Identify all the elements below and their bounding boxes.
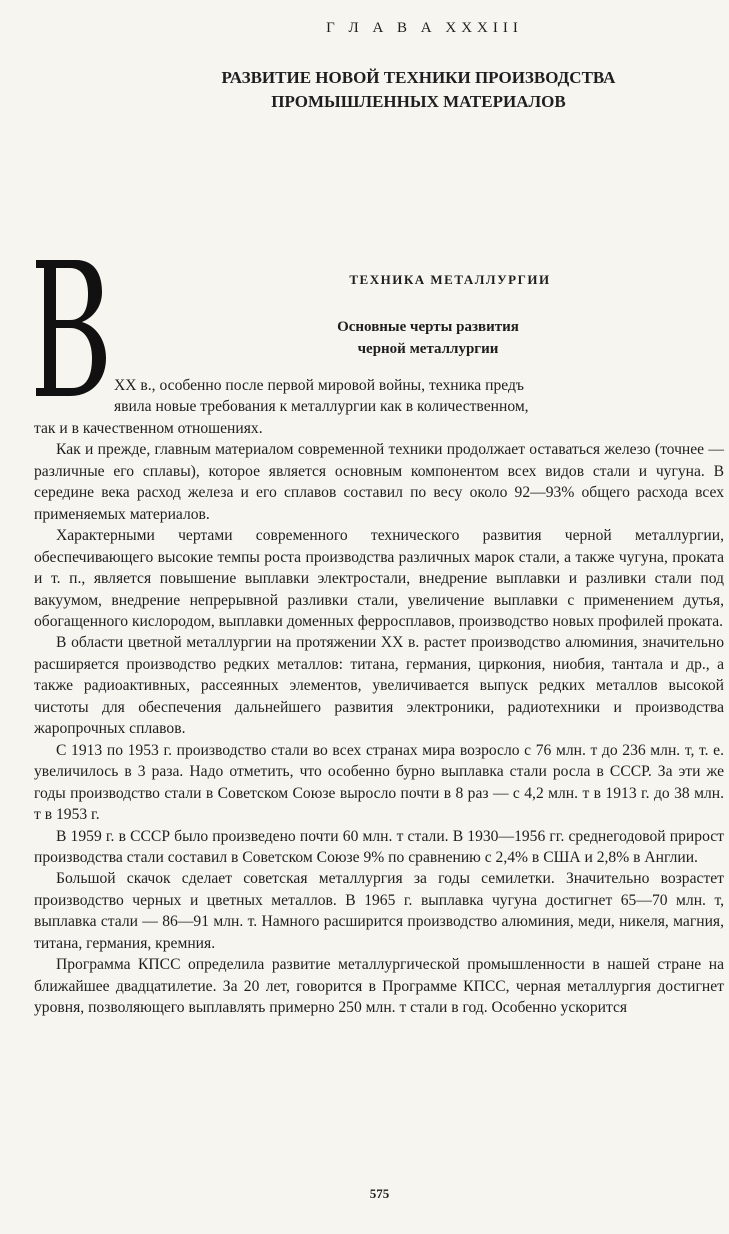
paragraph-8: Программа КПСС определила развитие металлургической промышленности в нашей стране на ближайшее двадцатилетие. За 20 лет, говорится в Программе КПСС, черная металлургия достигнет уровня, позволяющего выплавлять примерно 250 млн. т стали в год. Особенно ускорится (34, 956, 724, 1017)
paragraph-1-line-1: XX в., особенно после первой мировой войны, техника предъ (114, 377, 524, 394)
paragraph-1 (34, 375, 724, 439)
paragraph-2: Как и прежде, главным материалом современной техники продолжает оставаться железо (точнее — различные его сплавы), которое является основным компонентом всех видов стали и чугуна. В середине века расход железа и его сплавов составил по весу около 92—93% общего расхода всех применяемых материалов. (34, 441, 724, 523)
paragraph-7: Большой скачок сделает советская металлургия за годы семилетки. Значительно возрастет производство черных и цветных металлов. В 1965 г. выплавка чугуна достигнет 65—70 млн. т, выплавка стали — 86—91 млн. т. Намного расширится производство алюминия, меди, никеля, магния, титана, германия, кремния. (34, 870, 724, 952)
chapter-title-line-1: РАЗВИТИЕ НОВОЙ ТЕХНИКИ ПРОИЗВОДСТВА (221, 68, 616, 87)
subsection-heading (248, 316, 608, 360)
paragraph-6: В 1959 г. в СССР было произведено почти 60 млн. т стали. В 1930—1956 гг. среднегодовой прирост производства стали составил в Советском Союзе 9% по сравнению с 2,4% в США и 2,8% в Англии. (34, 827, 724, 866)
paragraph-3: Характерными чертами современного технического развития черной металлургии, обеспечивающего высокие темпы роста производства различных марок стали, а также чугуна, проката и т. п., является повышение выплавки электростали, внедрение выплавки и разливки стали под вакуумом, внедрение непрерывной разливки стали, увеличение выплавки с применением дутья, обогащенного кислородом, выплавки доменных ферросплавов, производство новых профилей проката. (34, 527, 724, 630)
chapter-title (0, 66, 729, 114)
subsection-heading-line-2: черной металлургии (357, 341, 499, 357)
paragraph-1-rest: так и в качественном отношениях. (34, 419, 263, 437)
subsection-heading-line-1: Основные черты развития (337, 319, 519, 335)
page-number: 575 (369, 1186, 390, 1201)
paragraph-5: С 1913 по 1953 г. производство стали во всех странах мира возросло с 76 млн. т до 236 млн. т, т. е. увеличилось в 3 раза. Надо отметить, что особенно бурно выплавка стали росла в СССР. За эти же годы производство стали в Советском Союзе выросло почти в 8 раз — с 4,2 млн. т в 1913 г. до 38 млн. т в 1953 г. (34, 741, 724, 824)
chapter-title-line-2: ПРОМЫШЛЕННЫХ МАТЕРИАЛОВ (271, 92, 566, 111)
paragraph-4: В области цветной металлургии на протяжении XX в. растет производство алюминия, значительно расширяется производство редких металлов: титана, германия, циркония, ниобия, тантала и др., а также радиоактивных, рассеянных элементов, увеличивается выпуск редких металлов высокой чистоты для обеспечения дальнейшего развития электроники, радиотехники и производства жаропрочных сплавов. (34, 634, 724, 738)
article-body (34, 375, 724, 1019)
section-heading: ТЕХНИКА МЕТАЛЛУРГИИ (349, 272, 551, 287)
chapter-label: Г Л А В А XXXIII (326, 20, 523, 36)
paragraph-1-line-2: явила новые требования к металлургии как в количественном, (114, 398, 529, 416)
